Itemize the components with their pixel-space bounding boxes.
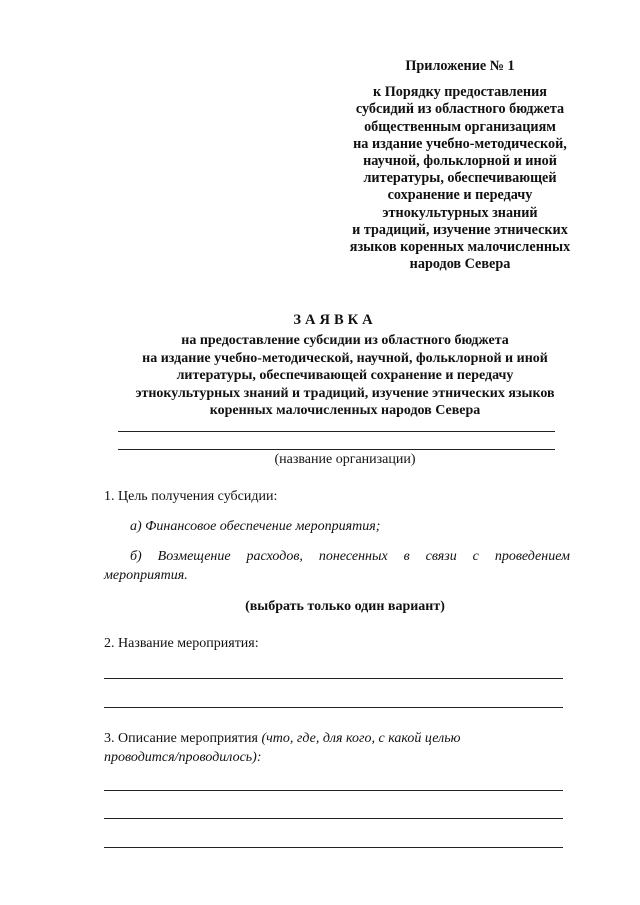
event-name-heading: 2. Название мероприятия: xyxy=(104,636,259,651)
appendix-line: общественным организациям xyxy=(364,118,556,135)
goal-heading: 1. Цель получения субсидии: xyxy=(104,489,278,504)
subtitle-line: литературы, обеспечивающей сохранение и передачу xyxy=(176,368,514,383)
choose-one-note: (выбрать только один вариант) xyxy=(245,599,445,614)
event-description-hint-line2: проводится/проводилось): xyxy=(104,750,262,765)
appendix-number: Приложение № 1 xyxy=(405,58,515,74)
appendix-header xyxy=(300,58,620,273)
event-name-fill-line[interactable] xyxy=(104,678,563,679)
appendix-line: и традиций, изучение этнических xyxy=(352,221,568,238)
application-subtitle xyxy=(90,332,600,420)
subtitle-line: этнокультурных знаний и традиций, изучение этнических языков xyxy=(135,385,555,401)
appendix-line: к Порядку предоставления xyxy=(373,84,547,101)
event-description-heading xyxy=(104,728,570,749)
subtitle-line: коренных малочисленных народов Севера xyxy=(209,403,481,418)
goal-option-b-line2: мероприятия. xyxy=(104,568,188,583)
org-name-fill-line[interactable] xyxy=(118,449,555,450)
event-description-hint: (что, где, для кого, с какой целью xyxy=(261,731,461,746)
goal-option-a: а) Финансовое обеспечение мероприятия; xyxy=(130,519,381,534)
application-title: ЗАЯВКА xyxy=(293,312,377,328)
appendix-line: на издание учебно-методической, xyxy=(353,135,567,152)
org-name-caption: (название организации) xyxy=(274,452,416,467)
event-description-fill-line[interactable] xyxy=(104,847,563,848)
appendix-line: субсидий из областного бюджета xyxy=(355,101,565,118)
appendix-line: научной, фольклорной и иной xyxy=(363,153,557,170)
subtitle-line: на издание учебно-методической, научной, фольклорной и иной xyxy=(142,350,548,366)
event-description-fill-line[interactable] xyxy=(104,818,563,819)
appendix-line: этнокультурных знаний xyxy=(382,204,538,221)
appendix-line: народов Севера xyxy=(409,256,511,273)
appendix-line: литературы, обеспечивающей xyxy=(363,170,557,187)
goal-option-b-line1: б) Возмещение расходов, понесенных в связи с проведением xyxy=(130,549,570,564)
appendix-line: сохранение и передачу xyxy=(387,187,533,204)
appendix-line: языков коренных малочисленных xyxy=(349,239,571,256)
event-description-label: 3. Описание мероприятия xyxy=(104,731,262,746)
org-name-fill-line[interactable] xyxy=(118,431,555,432)
event-description-fill-line[interactable] xyxy=(104,790,563,791)
subtitle-line: на предоставление субсидии из областного бюджета xyxy=(181,333,509,348)
event-name-fill-line[interactable] xyxy=(104,707,563,708)
